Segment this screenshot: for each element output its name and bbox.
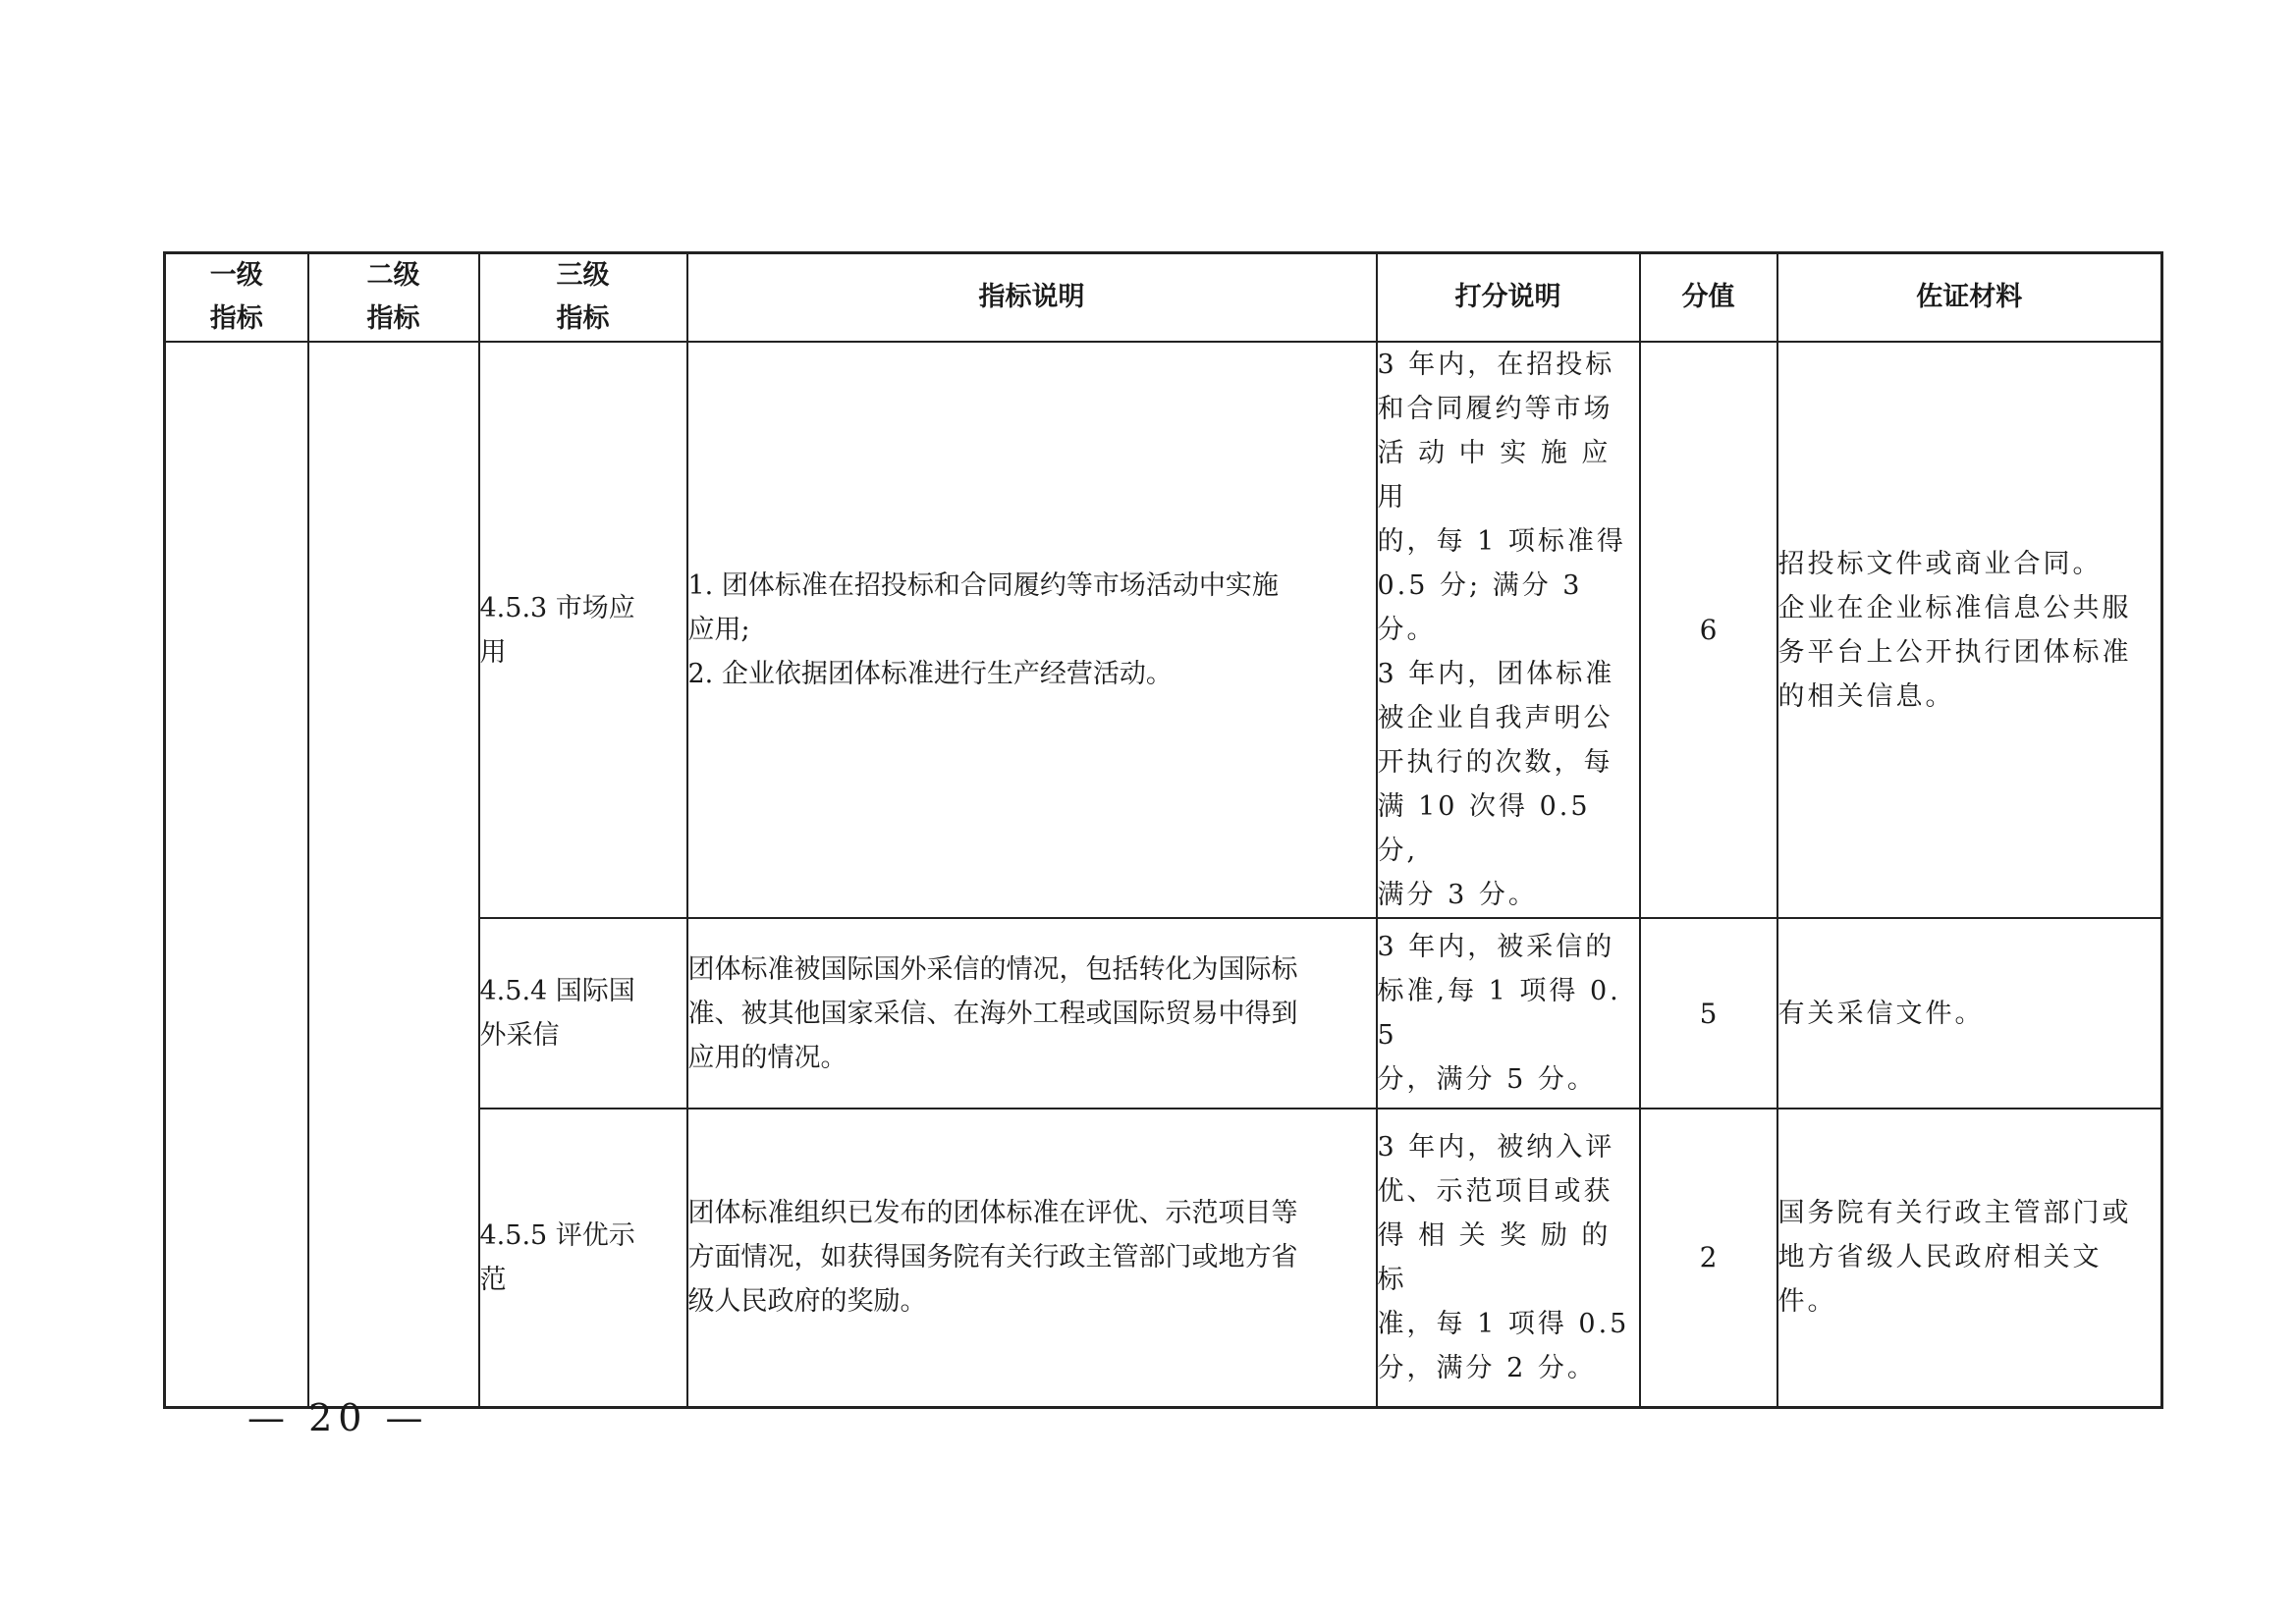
description-cell [687, 1109, 1377, 1407]
description-line: 方面情况，如获得国务院有关行政主管部门或地方省 [687, 1242, 1298, 1273]
header-description: 指标说明 [687, 253, 1377, 343]
header-level1-line: 指标 [209, 303, 263, 334]
indicator-cell [479, 342, 687, 918]
evidence-line: 务平台上公开执行团体标准 [1777, 636, 2132, 668]
description-line: 1. 团体标准在招投标和合同履约等市场活动中实施 [687, 570, 1279, 601]
indicator-line: 外采信 [479, 1020, 560, 1051]
indicator-line: 用 [479, 636, 507, 668]
description-line: 团体标准被国际国外采信的情况，包括转化为国际标 [687, 953, 1298, 985]
table-row [165, 342, 2162, 918]
scoring-line: 活 动 中 实 施 应 用 [1377, 438, 1612, 513]
points-cell: 6 [1640, 342, 1777, 918]
description-cell [687, 342, 1377, 918]
scoring-cell [1377, 918, 1640, 1109]
scoring-line: 分，满分 2 分。 [1377, 1352, 1597, 1383]
header-level2 [308, 253, 479, 343]
scoring-line: 分，满分 5 分。 [1377, 1064, 1597, 1095]
scoring-line: 3 年内，被纳入评 [1377, 1131, 1615, 1163]
description-line: 应用的情况。 [687, 1042, 847, 1073]
evidence-line: 有关采信文件。 [1777, 998, 1985, 1029]
evidence-line: 件。 [1777, 1286, 1837, 1318]
scoring-line: 0.5 分; 满分 3 分。 [1377, 570, 1583, 645]
scoring-cell [1377, 342, 1640, 918]
scoring-line: 3 年内，在招投标 [1377, 350, 1615, 380]
scoring-line: 的，每 1 项标准得 [1377, 526, 1626, 557]
header-level1 [165, 253, 308, 343]
evidence-line: 的相关信息。 [1777, 680, 1955, 712]
page-number: — 20 — [247, 1396, 429, 1439]
evidence-cell [1777, 1109, 2162, 1407]
header-level2-line: 指标 [366, 303, 420, 334]
evidence-line: 招投标文件或商业合同。 [1777, 548, 2103, 579]
points-cell: 5 [1640, 918, 1777, 1109]
description-line: 2. 企业依据团体标准进行生产经营活动。 [687, 659, 1173, 689]
scoring-line: 满分 3 分。 [1377, 880, 1538, 910]
scoring-line: 满 10 次得 0.5 分, [1377, 791, 1591, 866]
indicator-table [163, 251, 2163, 1409]
scoring-line: 准，每 1 项得 0.5 [1377, 1308, 1630, 1339]
points-cell: 2 [1640, 1109, 1777, 1407]
header-scoring: 打分说明 [1377, 253, 1640, 343]
indicator-line: 4.5.4 国际国 [479, 976, 635, 1006]
evidence-line: 地方省级人民政府相关文 [1777, 1242, 2103, 1273]
header-level3 [479, 253, 687, 343]
description-line: 应用; [687, 615, 750, 645]
table-header-row [165, 253, 2162, 343]
description-cell [687, 918, 1377, 1109]
scoring-line: 和合同履约等市场 [1377, 394, 1613, 424]
scoring-line: 3 年内，团体标准 [1377, 659, 1615, 689]
header-level1-line: 一级 [209, 260, 263, 291]
header-level3-line: 三级 [556, 260, 610, 291]
indicator-line: 4.5.3 市场应 [479, 592, 635, 623]
evidence-line: 国务院有关行政主管部门或 [1777, 1198, 2132, 1229]
evidence-line: 企业在企业标准信息公共服 [1777, 592, 2132, 623]
level1-cell [165, 342, 308, 1407]
indicator-line: 范 [479, 1264, 507, 1295]
description-line: 级人民政府的奖励。 [687, 1286, 927, 1318]
evidence-cell [1777, 918, 2162, 1109]
indicator-line: 4.5.5 评优示 [479, 1219, 635, 1251]
header-evidence: 佐证材料 [1777, 253, 2162, 343]
description-line: 团体标准组织已发布的团体标准在评优、示范项目等 [687, 1198, 1298, 1229]
scoring-line: 优、示范项目或获 [1377, 1175, 1613, 1207]
scoring-line: 得 相 关 奖 励 的 标 [1377, 1219, 1612, 1295]
description-line: 准、被其他国家采信、在海外工程或国际贸易中得到 [687, 998, 1298, 1029]
scoring-line: 开执行的次数，每 [1377, 747, 1613, 778]
header-points: 分值 [1640, 253, 1777, 343]
indicator-cell [479, 1109, 687, 1407]
header-level2-line: 二级 [366, 260, 420, 291]
scoring-line: 被企业自我声明公 [1377, 703, 1613, 733]
header-level3-line: 指标 [556, 303, 610, 334]
evidence-cell [1777, 342, 2162, 918]
scoring-line: 3 年内，被采信的 [1377, 932, 1615, 962]
level2-cell [308, 342, 479, 1407]
scoring-line: 标准,每 1 项得 0.5 [1377, 976, 1621, 1051]
indicator-cell [479, 918, 687, 1109]
scoring-cell [1377, 1109, 1640, 1407]
